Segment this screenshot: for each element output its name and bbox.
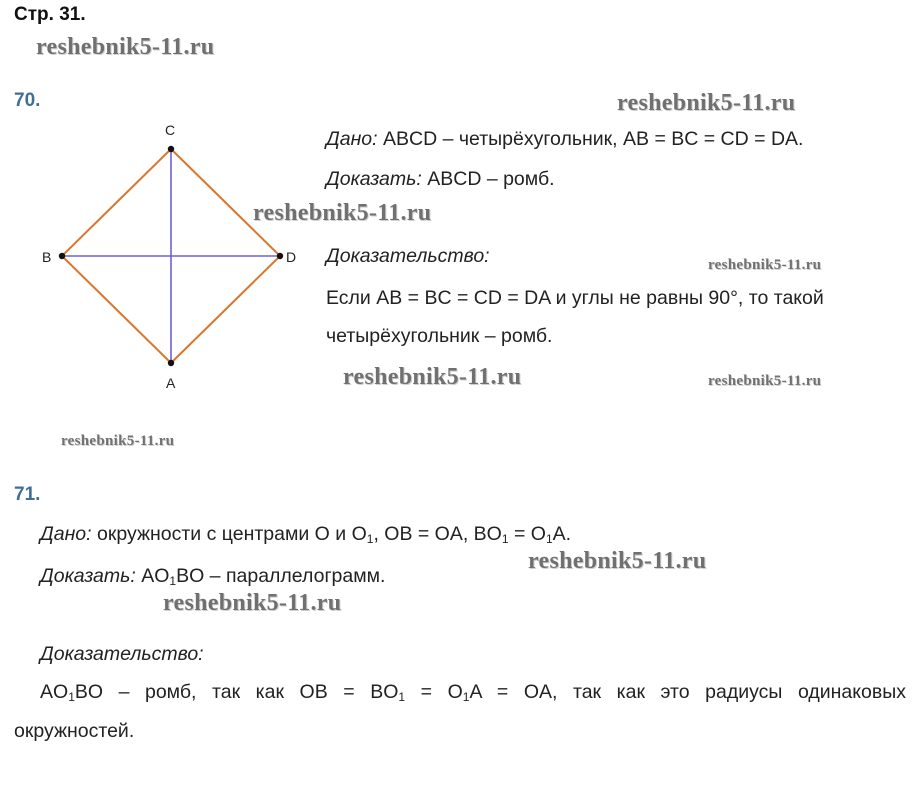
side-cd [171, 149, 280, 256]
vertex-b-point [59, 253, 65, 259]
watermark: reshebnik5-11.ru [163, 590, 342, 616]
given-text: = O [508, 523, 546, 545]
given-text: ABCD – четырёхугольник, AB = BC = CD = DA. [377, 128, 804, 150]
given-line [40, 523, 571, 546]
subscript: 1 [68, 690, 75, 704]
task-number: 70. [14, 90, 41, 111]
given-text: окружности с центрами O и O [91, 523, 367, 545]
watermark: reshebnik5-11.ru [61, 433, 175, 449]
vertex-a-point [168, 360, 174, 366]
vertex-b-label: B [42, 249, 52, 265]
prove-line [326, 168, 555, 191]
proof-text: A = OA, так как это радиусы одинаковых [469, 681, 906, 703]
proof-text: четырёхугольник – ромб. [326, 325, 553, 347]
given-label: Дано: [326, 128, 378, 150]
proof-text: BO – ромб, так как OB = BO [74, 681, 399, 703]
watermark: reshebnik5-11.ru [708, 257, 822, 273]
proof-label: Доказательство: [40, 643, 204, 665]
proof-text: AO [40, 681, 69, 703]
watermark: reshebnik5-11.ru [253, 200, 432, 226]
subscript: 1 [169, 574, 177, 588]
prove-text: AO [135, 565, 170, 587]
given-line [326, 128, 803, 151]
task-number: 71. [14, 484, 41, 505]
proof-label: Доказательство: [326, 245, 490, 267]
proof-text [40, 681, 906, 704]
given-label: Дано: [40, 523, 92, 545]
subscript: 1 [462, 690, 470, 704]
given-text: , OB = OA, BO [373, 523, 502, 545]
proof-text: = O [405, 681, 463, 703]
vertex-c-point [168, 146, 174, 152]
prove-text: BO – параллелограмм. [176, 565, 386, 587]
prove-label: Доказать: [326, 168, 422, 190]
subscript: 1 [545, 532, 553, 546]
watermark: reshebnik5-11.ru [617, 90, 796, 116]
watermark: reshebnik5-11.ru [343, 364, 522, 390]
vertex-d-label: D [286, 249, 297, 265]
vertex-d-point [277, 253, 283, 259]
vertex-c-label: C [165, 122, 176, 138]
prove-text: ABCD – ромб. [421, 168, 555, 190]
watermark: reshebnik5-11.ru [708, 373, 822, 389]
side-ab [62, 256, 171, 363]
page-number: Стр. 31. [14, 4, 86, 25]
vertex-a-label: A [166, 375, 176, 391]
side-da [171, 256, 280, 363]
given-text: A. [552, 523, 572, 545]
subscript: 1 [398, 690, 406, 704]
proof-text: Если AB = BC = CD = DA и углы не равны 90°, то такой [326, 287, 824, 309]
prove-label: Доказать: [40, 565, 136, 587]
subscript: 1 [501, 532, 509, 546]
watermark: reshebnik5-11.ru [528, 548, 707, 574]
side-bc [62, 149, 171, 256]
proof-text: окружностей. [14, 720, 135, 742]
prove-line [40, 565, 385, 588]
rhombus-diagonals [62, 149, 280, 363]
subscript: 1 [366, 532, 374, 546]
watermark: reshebnik5-11.ru [36, 34, 215, 60]
